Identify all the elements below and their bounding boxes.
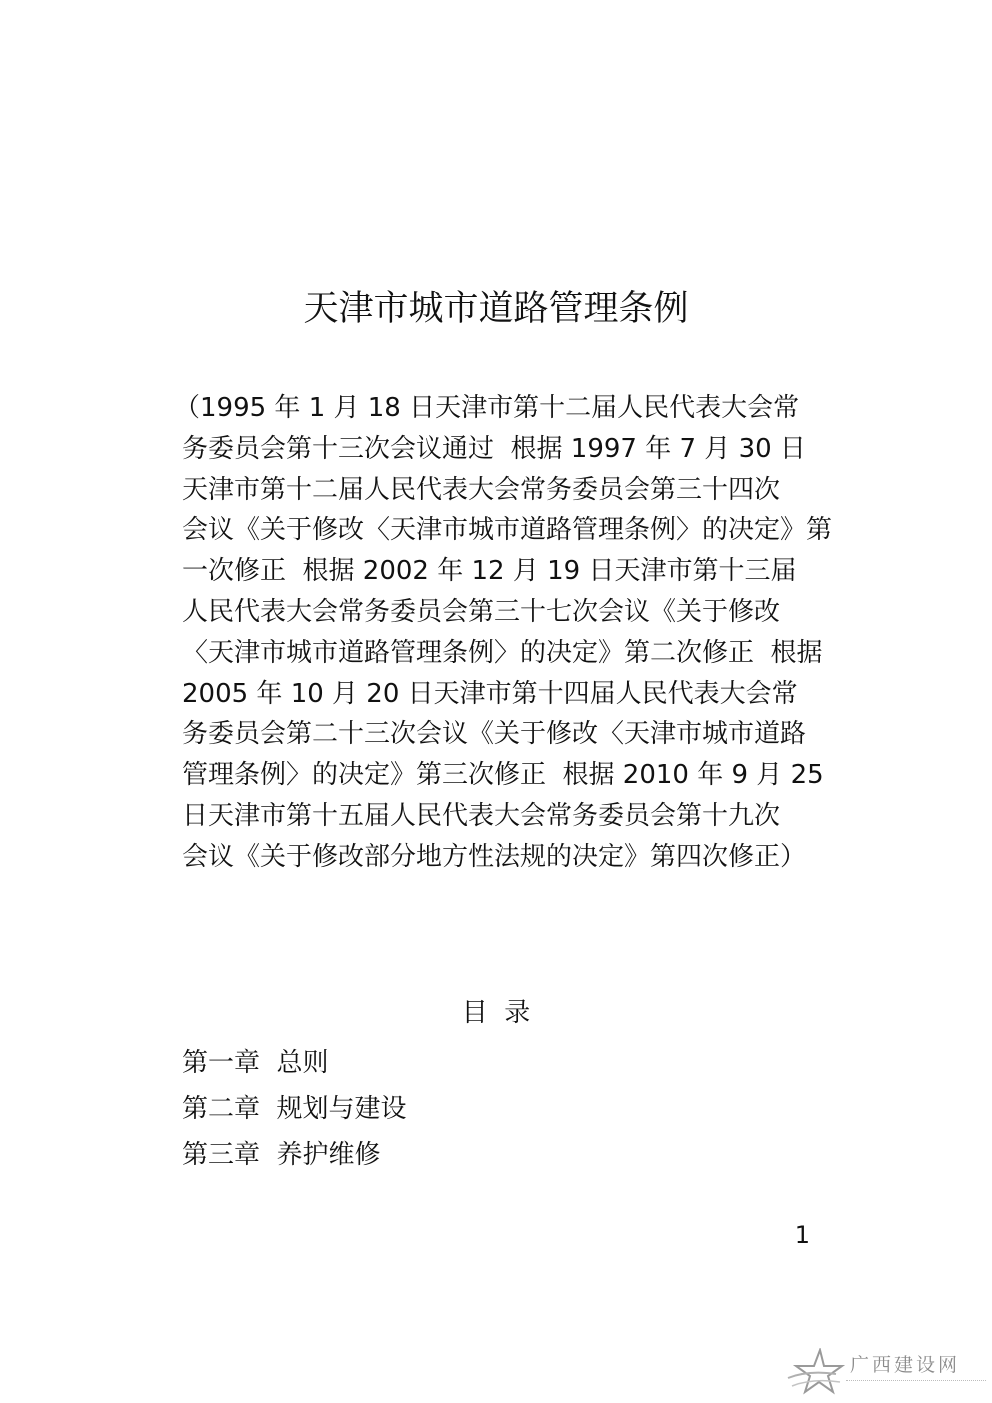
history-line: （1995 年 1 月 18 日天津市第十二届人民代表大会常 bbox=[174, 393, 800, 423]
history-line: 2005 年 10 月 20 日天津市第十四届人民代表大会常 bbox=[182, 678, 798, 709]
history-line: 人民代表大会常务委员会第三十七次会议《关于修改 bbox=[182, 596, 781, 627]
page-title: 天津市城市道路管理条例 bbox=[303, 289, 689, 329]
history-line: 日天津市第十五届人民代表大会常务委员会第十九次 bbox=[182, 800, 781, 831]
toc-item-chapter-3[interactable]: 第三章 养护维修 bbox=[182, 1140, 381, 1170]
history-line: 务委员会第二十三次会议《关于修改〈天津市城市道路 bbox=[182, 719, 807, 750]
history-line: 管理条例〉的决定》第三次修正 根据 2010 年 9 月 25 bbox=[182, 760, 824, 791]
legislative-history-note bbox=[174, 388, 833, 878]
watermark bbox=[786, 1348, 986, 1396]
watermark-text: 广西建设网 bbox=[850, 1354, 961, 1376]
star-logo-icon bbox=[786, 1348, 846, 1396]
table-of-contents bbox=[182, 1040, 822, 1178]
history-line: 一次修正 根据 2002 年 12 月 19 日天津市第十三届 bbox=[182, 556, 797, 587]
toc-item-chapter-1[interactable]: 第一章 总则 bbox=[182, 1048, 329, 1078]
history-line: 天津市第十二届人民代表大会常务委员会第三十四次 bbox=[182, 474, 781, 505]
toc-heading: 目 录 bbox=[461, 998, 531, 1028]
history-line: 会议《关于修改〈天津市城市道路管理条例〉的决定》第 bbox=[182, 515, 833, 546]
toc-item-chapter-2[interactable]: 第二章 规划与建设 bbox=[182, 1094, 407, 1124]
history-line: 会议《关于修改部分地方性法规的决定》第四次修正） bbox=[182, 841, 807, 872]
page-number: 1 bbox=[794, 1221, 810, 1249]
watermark-underline bbox=[846, 1380, 986, 1387]
history-line: 〈天津市城市道路管理条例〉的决定》第二次修正 根据 bbox=[182, 637, 823, 668]
history-line: 务委员会第十三次会议通过 根据 1997 年 7 月 30 日 bbox=[182, 433, 806, 464]
